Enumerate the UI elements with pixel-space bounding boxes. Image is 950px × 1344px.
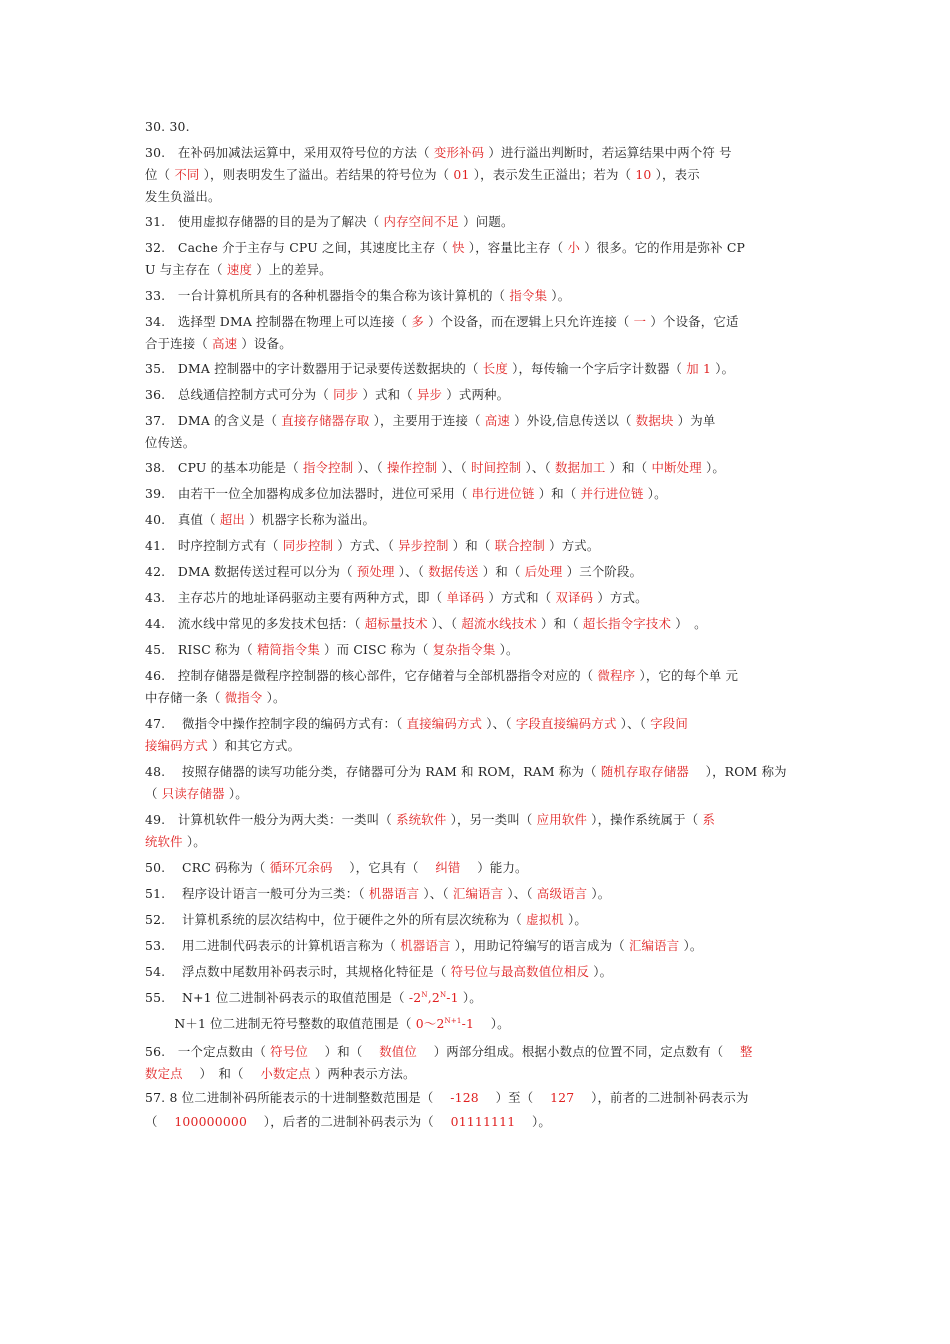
answer-text: 同步: [333, 387, 359, 402]
answer-text: -1: [461, 1016, 475, 1031]
question-text: 47. 微指令中操作控制字段的编码方式有：（: [145, 716, 407, 731]
answer-text: 应用软件: [536, 812, 588, 827]
question-text: ）和其它方式。: [207, 738, 301, 753]
text-line: [145, 786, 248, 802]
question-text: ）和（: [605, 460, 652, 475]
answer-text: 直接编码方式: [406, 716, 483, 731]
question-text: 51. 程序设计语言一般可分为三类：（: [145, 886, 369, 901]
answer-text: 超出: [219, 512, 245, 527]
question-text: ）、（: [521, 460, 556, 475]
question-text: ）机器字长称为溢出。: [245, 512, 376, 527]
text-line: [145, 460, 725, 476]
question-text: 46. 控制存储器是微程序控制器的核心部件，它存储着与全部机器指令对应的（: [145, 668, 598, 683]
answer-text: 数据传送: [428, 564, 479, 579]
question-text: ）方式、（: [333, 538, 399, 553]
answer-text: 加 1: [686, 361, 712, 376]
answer-text: -2: [408, 990, 422, 1005]
question-text: ）、（: [427, 616, 462, 631]
answer-text: 长度: [482, 361, 508, 376]
question-text: ），表示发生正溢出；若为（: [469, 167, 636, 182]
answer-text: 复杂指令集: [432, 642, 496, 657]
text-line: [145, 764, 787, 780]
question-text: ）。: [589, 964, 613, 979]
question-text: 50. CRC 码称为（: [145, 860, 270, 875]
answer-text: 小数定点: [260, 1066, 311, 1081]
answer-text: 联合控制: [494, 538, 545, 553]
question-text: 33. 一台计算机所具有的各种机器指令的集合称为该计算机的（: [145, 288, 510, 303]
answer-text: 一: [633, 314, 647, 329]
answer-text: 只读存储器: [161, 786, 225, 801]
question-text: 52. 计算机系统的层次结构中，位于硬件之外的所有层次统称为（: [145, 912, 527, 927]
question-text: ）式和（: [358, 387, 417, 402]
answer-text: 01111111: [450, 1114, 516, 1129]
question-text: ）。: [182, 834, 206, 849]
question-text: ），主要用于连接（: [369, 413, 485, 428]
text-line: [145, 486, 667, 502]
answer-text: 微指令: [224, 690, 263, 705]
question-text: 30. 30.: [145, 119, 190, 134]
question-text: （: [145, 786, 162, 801]
answer-text: 数值位: [379, 1044, 417, 1059]
question-text: ），每传输一个字后字计数器（: [507, 361, 687, 376]
question-text: 31. 使用虚拟存储器的目的是为了解决（: [145, 214, 384, 229]
question-text: 53. 用二进制代码表示的计算机语言称为（: [145, 938, 401, 953]
text-line: [145, 413, 715, 429]
answer-text: 异步: [416, 387, 443, 402]
question-text: ）、（: [353, 460, 387, 475]
text-line: [145, 964, 612, 980]
question-text: ）而 CISC 称为（: [319, 642, 433, 657]
answer-text: -128: [450, 1090, 479, 1105]
answer-text: 多: [411, 314, 424, 329]
question-text: 42. DMA 数据传送过程可以分为（: [145, 564, 357, 579]
text-line: [145, 145, 732, 161]
text-line: [145, 1090, 749, 1106]
question-text: ）方式。: [544, 538, 600, 553]
text-line: [145, 668, 738, 684]
question-text: 56. 一个定点数由（: [145, 1044, 271, 1059]
question-text: ）很多。它的作用是弥补 CP: [580, 240, 746, 255]
question-text: ）和（: [534, 486, 581, 501]
question-text: 48. 按照存储器的读写功能分类，存储器可分为 RAM 和 ROM，RAM 称为（: [145, 764, 601, 779]
question-text: ）、（: [503, 886, 537, 901]
answer-text: 高速: [212, 336, 238, 351]
question-text: 55. N+1 位二进制补码表示的取值范围是（: [145, 990, 409, 1005]
text-line: [145, 590, 648, 606]
answer-text: 精简指令集: [256, 642, 320, 657]
question-text: 36. 总线通信控制方式可分为（: [145, 387, 334, 402]
answer-text: 同步控制: [282, 538, 334, 553]
answer-text: 快: [452, 240, 465, 255]
question-text: ）和（: [478, 564, 525, 579]
question-text: ）和（: [448, 538, 495, 553]
question-text: ），前者的二进制补码表示为: [574, 1090, 749, 1105]
question-text: （: [145, 1114, 175, 1129]
text-line: [145, 214, 514, 230]
question-text: ）上的差异。: [252, 262, 332, 277]
question-text: 34. 选择型 DMA 控制器在物理上可以连接（: [145, 314, 412, 329]
answer-text: 汇编语言: [452, 886, 504, 901]
question-text: ） 和（: [182, 1066, 261, 1081]
question-text: ）。: [474, 1016, 510, 1031]
text-line: [145, 1016, 510, 1032]
question-text: ），操作系统属于（: [587, 812, 703, 827]
answer-text: 并行进位链: [580, 486, 644, 501]
text-line: [145, 716, 688, 732]
text-line: [145, 314, 739, 330]
question-text: 44. 流水线中常见的多发技术包括：（: [145, 616, 365, 631]
answer-text: ,2: [427, 990, 440, 1005]
question-text: ）。: [563, 912, 588, 927]
question-text: ），ROM 称为: [688, 764, 787, 779]
answer-text: 小: [567, 240, 581, 255]
answer-text: 超标量技术: [364, 616, 428, 631]
answer-text: 01: [453, 167, 470, 182]
text-line: [145, 642, 519, 658]
question-text: ）。: [495, 642, 519, 657]
question-text: 38. CPU 的基本功能是（: [145, 460, 303, 475]
text-line: [145, 538, 600, 554]
question-text: ）。: [679, 938, 703, 953]
question-text: ），则表明发生了溢出。若结果的符号位为（: [199, 167, 454, 182]
answer-text: 127: [550, 1090, 575, 1105]
question-text: 合于连接（: [145, 336, 213, 351]
question-text: ）、（: [419, 886, 453, 901]
text-line: [145, 690, 286, 706]
question-text: U 与主存在（: [145, 262, 227, 277]
question-text: ）和（: [536, 616, 583, 631]
text-line: [145, 1066, 416, 1082]
answer-text: 随机存取存储器: [600, 764, 689, 779]
question-text: ）、（: [394, 564, 429, 579]
answer-text: 超长指令字技术: [582, 616, 672, 631]
answer-text: 超流水线技术: [461, 616, 537, 631]
text-line: [145, 1114, 551, 1130]
answer-text: 不同: [174, 167, 200, 182]
text-line: [145, 189, 221, 205]
text-line: [145, 435, 195, 451]
text-line: [145, 167, 700, 183]
question-text: 54. 浮点数中尾数用补码表示时，其规格化特征是（: [145, 964, 451, 979]
question-text: ），表示: [651, 167, 700, 182]
answer-text: 指令集: [509, 288, 548, 303]
superscript: N+1: [444, 1017, 462, 1025]
text-line: [145, 990, 482, 1006]
answer-text: 内存空间不足: [383, 214, 460, 229]
answer-text: 系: [702, 812, 716, 827]
question-text: 中存储一条（: [145, 690, 225, 705]
answer-text: 符号位与最高数值位相反: [450, 964, 590, 979]
question-text: ）进行溢出判断时，若运算结果中两个符 号: [484, 145, 732, 160]
answer-text: 纠错: [435, 860, 461, 875]
answer-text: 系统软件: [396, 812, 447, 827]
answer-text: 异步控制: [398, 538, 449, 553]
answer-text: 单译码: [446, 590, 485, 605]
question-text: 43. 主存芯片的地址译码驱动主要有两种方式，即（: [145, 590, 447, 605]
question-text: 45. RISC 称为（: [145, 642, 257, 657]
question-text: ）。: [224, 786, 248, 801]
question-text: 32. Cache 介于主存与 CPU 之间，其速度比主存（: [145, 240, 453, 255]
question-text: ）。: [643, 486, 667, 501]
answer-text: 变形补码: [433, 145, 485, 160]
question-text: ）。: [701, 460, 725, 475]
answer-text: 高速: [484, 413, 511, 428]
question-text: ）。: [587, 886, 611, 901]
question-text: 57. 8 位二进制补码所能表示的十进制整数范围是（: [145, 1090, 451, 1105]
question-text: 39. 由若干一位全加器构成多位加法器时，进位可采用（: [145, 486, 472, 501]
question-text: ）、（: [616, 716, 651, 731]
answer-text: 中断处理: [651, 460, 702, 475]
answer-text: 操作控制: [386, 460, 438, 475]
text-line: [145, 616, 707, 632]
answer-text: 0～2: [415, 1016, 445, 1031]
answer-text: 符号位: [270, 1044, 308, 1059]
text-line: [145, 119, 190, 135]
question-text: ）能力。: [460, 860, 528, 875]
answer-text: 数定点: [145, 1066, 183, 1081]
answer-text: 循环冗余码: [269, 860, 333, 875]
question-text: 发生负溢出。: [145, 189, 221, 204]
question-text: ）。: [515, 1114, 551, 1129]
text-line: [145, 812, 715, 828]
question-text: ）设备。: [237, 336, 292, 351]
text-line: [145, 512, 375, 528]
question-text: ）外设,信息传送以（: [510, 413, 636, 428]
answer-text: 字段直接编码方式: [515, 716, 617, 731]
answer-text: 接编码方式: [145, 738, 208, 753]
question-text: ），用助记符编写的语言成为（: [450, 938, 629, 953]
question-text: ）、（: [482, 716, 516, 731]
text-line: [145, 361, 734, 377]
text-line: [145, 860, 528, 876]
answer-text: 整: [740, 1044, 753, 1059]
answer-text: 微程序: [597, 668, 636, 683]
question-text: ）两种表示方法。: [310, 1066, 416, 1081]
superscript: N: [421, 991, 428, 999]
question-text: 41. 时序控制方式有（: [145, 538, 283, 553]
text-line: [145, 262, 332, 278]
text-line: [145, 336, 292, 352]
answer-text: 速度: [226, 262, 253, 277]
question-text: ），另一类叫（: [446, 812, 537, 827]
answer-text: 直接存储器存取: [281, 413, 370, 428]
answer-text: 串行进位链: [471, 486, 535, 501]
question-text: ）式两种。: [442, 387, 510, 402]
answer-text: 100000000: [174, 1114, 248, 1129]
answer-text: 后处理: [524, 564, 563, 579]
text-line: [145, 886, 610, 902]
question-text: ）三个阶段。: [562, 564, 643, 579]
answer-text: 机器语言: [368, 886, 420, 901]
question-text: ），它的每个单 元: [635, 668, 739, 683]
answer-text: 机器语言: [400, 938, 451, 953]
answer-text: 虚拟机: [526, 912, 564, 927]
question-text: 30. 在补码加减法运算中，采用双符号位的方法（: [145, 145, 434, 160]
text-line: [145, 738, 300, 754]
text-line: [145, 240, 745, 256]
question-text: ）为单: [673, 413, 716, 428]
question-text: ）两部分组成。根据小数点的位置不同，定点数有（: [416, 1044, 741, 1059]
question-text: ）至（: [478, 1090, 551, 1105]
question-text: ），后者的二进制补码表示为（: [247, 1114, 451, 1129]
question-text: 位（: [145, 167, 175, 182]
answer-text: -1: [446, 990, 459, 1005]
answer-text: 高级语言: [536, 886, 588, 901]
question-text: ）和（: [307, 1044, 380, 1059]
answer-text: 字段间: [650, 716, 688, 731]
answer-text: 时间控制: [471, 460, 522, 475]
answer-text: 预处理: [356, 564, 395, 579]
text-line: [145, 564, 642, 580]
text-line: [145, 912, 587, 928]
question-text: ）方式和（: [484, 590, 556, 605]
answer-text: 汇编语言: [628, 938, 680, 953]
answer-text: 统软件: [145, 834, 183, 849]
answer-text: 数据加工: [555, 460, 606, 475]
superscript: N: [439, 991, 447, 999]
answer-text: 数据块: [635, 413, 674, 428]
question-text: ）。: [262, 690, 286, 705]
text-line: [145, 288, 570, 304]
question-text: ）方式。: [593, 590, 648, 605]
question-text: ）个设备，它适: [646, 314, 739, 329]
question-text: ）。: [458, 990, 482, 1005]
question-text: ）个设备，而在逻辑上只允许连接（: [423, 314, 634, 329]
answer-text: 双译码: [555, 590, 594, 605]
question-text: ），容量比主存（: [464, 240, 568, 255]
text-line: [145, 1044, 753, 1060]
text-line: [145, 387, 509, 403]
answer-text: 指令控制: [302, 460, 354, 475]
question-text: ）、（: [437, 460, 472, 475]
question-text: ）。: [711, 361, 735, 376]
answer-text: 10: [635, 167, 652, 182]
question-text: ） 。: [671, 616, 707, 631]
question-text: N＋1 位二进制无符号整数的取值范围是（: [145, 1016, 416, 1031]
question-text: 49. 计算机软件一般分为两大类：一类叫（: [145, 812, 397, 827]
text-line: [145, 834, 206, 850]
text-line: [145, 938, 702, 954]
question-text: ）。: [547, 288, 571, 303]
question-text: 37. DMA 的含义是（: [145, 413, 282, 428]
question-text: 40. 真值（: [145, 512, 220, 527]
question-text: 位传送。: [145, 435, 196, 450]
question-text: ），它具有（: [332, 860, 436, 875]
question-text: 35. DMA 控制器中的字计数器用于记录要传送数据块的（: [145, 361, 483, 376]
question-text: ）问题。: [459, 214, 514, 229]
